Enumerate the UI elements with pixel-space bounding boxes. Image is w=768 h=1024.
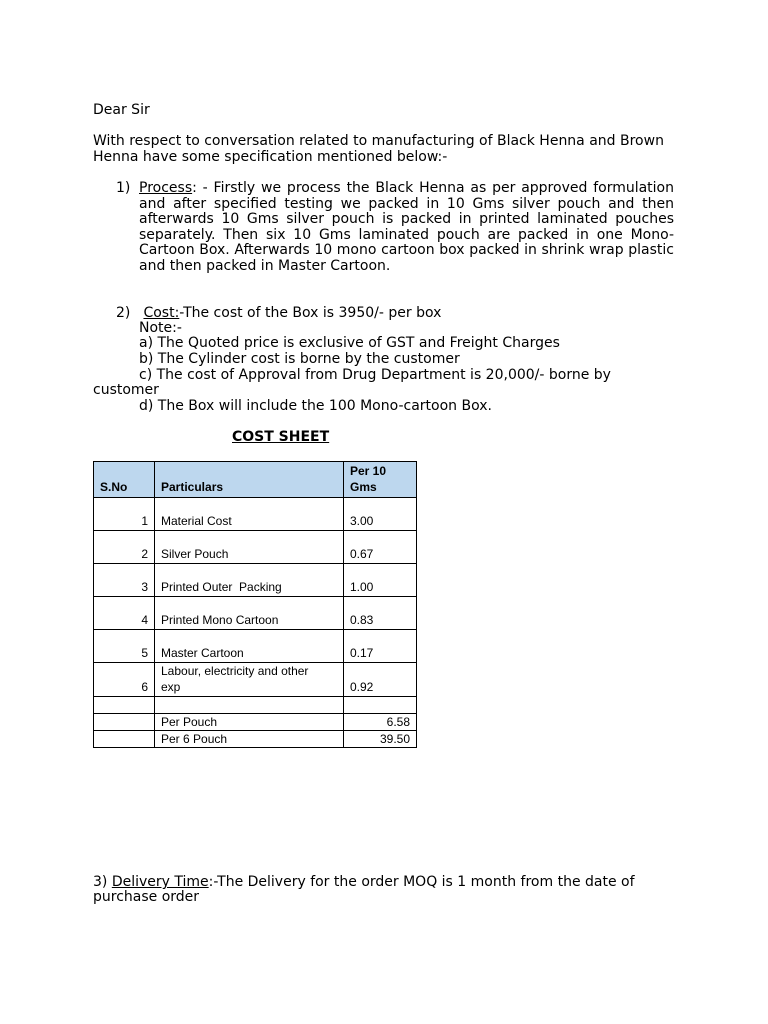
table-row: [94, 597, 417, 630]
intro-line-1: With respect to conversation related to manufacturing of Black Henna and Brown: [93, 133, 664, 149]
cost-label: Cost:: [143, 305, 180, 321]
header-per-10-gms: [344, 462, 417, 498]
header-sno: S.No: [94, 462, 155, 498]
cost-line: [139, 306, 441, 322]
row-sno: 2: [94, 531, 155, 564]
table-row: [94, 498, 417, 531]
empty-cell: [155, 697, 344, 714]
row-particular: [155, 663, 344, 697]
cost-text: -The cost of the Box is 3950/- per box: [179, 305, 442, 321]
empty-cell: [94, 697, 155, 714]
table-row: [94, 531, 417, 564]
row-particular: Silver Pouch: [155, 531, 344, 564]
delivery-line-2: purchase order: [93, 889, 200, 905]
cost-sheet-table: [93, 461, 417, 748]
process-paragraph: [139, 181, 674, 274]
table-row: [94, 630, 417, 663]
per-6-pouch-label: Per 6 Pouch: [155, 731, 344, 748]
cost-note: Note:-: [139, 320, 182, 336]
intro-line-2: Henna have some specification mentioned below:-: [93, 149, 448, 165]
empty-cell: [94, 731, 155, 748]
row-particular: Master Cartoon: [155, 630, 344, 663]
process-label: Process: [139, 180, 193, 196]
table-row: [94, 663, 417, 697]
row-sno: 3: [94, 564, 155, 597]
row-sno: 4: [94, 597, 155, 630]
row-value: 0.67: [344, 531, 417, 564]
row-value: 0.92: [344, 663, 417, 697]
cost-sheet-title: COST SHEET: [232, 429, 330, 445]
row-particular: Printed Outer Packing: [155, 564, 344, 597]
delivery-text: :-The Delivery for the order MOQ is 1 month from the date of: [208, 874, 635, 890]
process-text: : - Firstly we process the Black Henna as per approved formulation and after specified testing we packed in 10 Gms silver pouch and then afterwards 10 Gms silver pouch is packed in printed laminated pouches separately. Then six 10 Gms laminated pouch are packed in one Mono-Cartoon Box. Afterwards 10 mono cartoon box packed in shrink wrap plastic and then packed in Master Cartoon.: [139, 180, 674, 274]
row-value: 0.17: [344, 630, 417, 663]
row-value: 3.00: [344, 498, 417, 531]
per-6-pouch-value: 39.50: [344, 731, 417, 748]
per-pouch-label: Per Pouch: [155, 714, 344, 731]
empty-cell: [94, 714, 155, 731]
delivery-number: 3): [93, 874, 108, 890]
row-sno: 6: [94, 663, 155, 697]
row-particular: Printed Mono Cartoon: [155, 597, 344, 630]
table-empty-row: [94, 697, 417, 714]
cost-note-c: c) The cost of Approval from Drug Department is 20,000/- borne by: [139, 367, 611, 383]
header-gms: Gms: [350, 480, 377, 494]
header-particulars: Particulars: [155, 462, 344, 498]
row-sno: 1: [94, 498, 155, 531]
row-particular-line1: Labour, electricity and other: [161, 664, 309, 678]
table-header-row: [94, 462, 417, 498]
delivery-label: Delivery Time: [111, 874, 209, 890]
salutation: Dear Sir: [93, 102, 150, 118]
cost-note-d: d) The Box will include the 100 Mono-cartoon Box.: [139, 398, 492, 414]
per-pouch-value: 6.58: [344, 714, 417, 731]
cost-note-c-continued: customer: [93, 382, 159, 398]
cost-number: 2): [116, 305, 131, 321]
process-number: 1): [116, 180, 131, 196]
row-value: 0.83: [344, 597, 417, 630]
cost-note-a: a) The Quoted price is exclusive of GST and Freight Charges: [139, 335, 560, 351]
empty-cell: [344, 697, 417, 714]
cost-note-b: b) The Cylinder cost is borne by the customer: [139, 351, 460, 367]
row-value: 1.00: [344, 564, 417, 597]
per-6-pouch-row: [94, 731, 417, 748]
table-row: [94, 564, 417, 597]
per-pouch-row: [94, 714, 417, 731]
row-sno: 5: [94, 630, 155, 663]
header-per-10: Per 10: [350, 464, 387, 478]
row-particular: Material Cost: [155, 498, 344, 531]
row-particular-line2: exp: [161, 680, 181, 694]
